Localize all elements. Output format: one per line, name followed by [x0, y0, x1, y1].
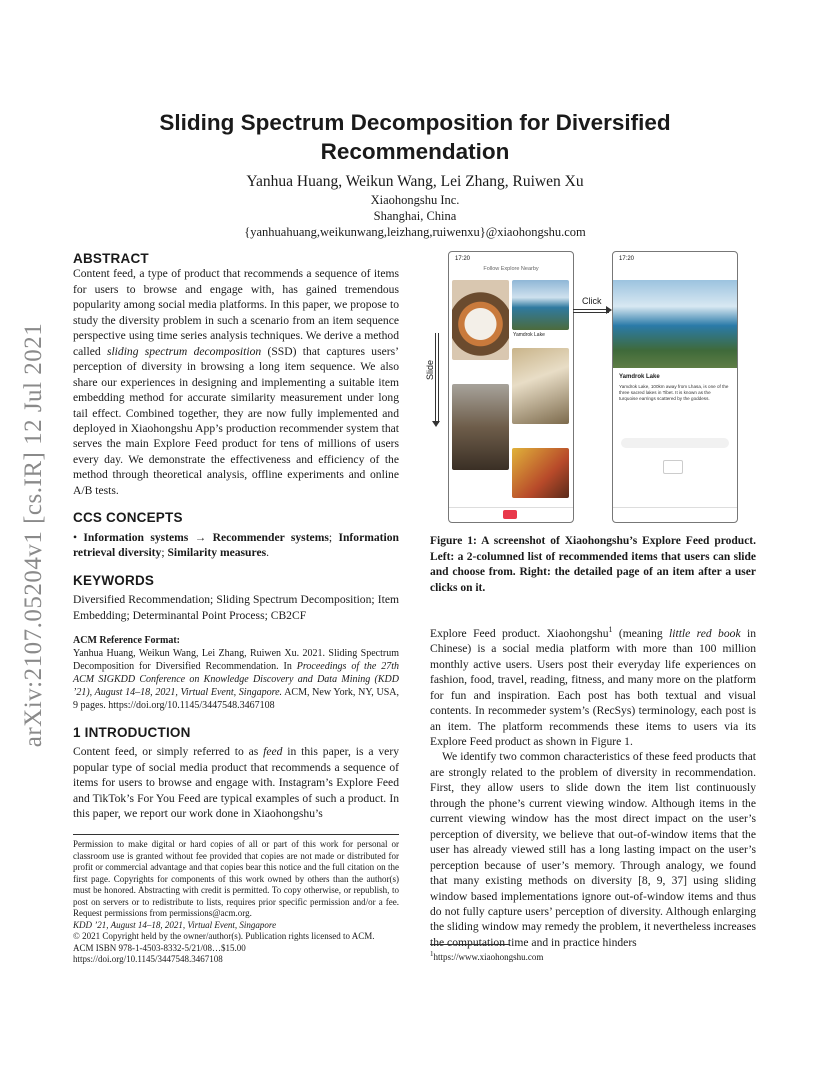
permission-doi: https://doi.org/10.1145/3447548.3467108 [73, 954, 223, 964]
right-para-2: We identify two common characteristics of these feed products that are strongly related to the problem of diversity in recommendation. First, they allow users to slide down the item list continuously through the phone’s current viewing window. Although items in the current viewing window has the most direct impact on the user’s perception of diversity, we believe that out-of-window items that the user has already viewed still has a long lasting impact on the user’s perception because of user’s memory. Through analogy, we found that many existing methods on diversity [8, 9, 37] using sliding window based implementations ignore out-of-window items and thus do not fully capture users’ perception of diversity. Although enlarging the sliding window may remedy the problem, it nevertheless increases the computation time and in practice hinders [430, 750, 756, 949]
permission-venue: KDD ’21, August 14–18, 2021, Virtual Event, Singapore [73, 919, 277, 930]
right-para-1: Explore Feed product. Xiaohongshu$^1$ (meaning little red book in Chinese) is a social media platform with more than 100 million monthly active users. Users post their everyday life experiences on fashion, food, travel, reading, fitness, and many more on the platform for fun and inspiration. Each post has both textual and visual contents. In recommeder system’s (RecSys) terminology, each post is an item. The platform recommends these items to users via its Explore Feed product as shown in Figure 1. [430, 625, 756, 749]
keywords-text: Diversified Recommendation; Sliding Spectrum Decomposition; Item Embedding; Determinantal Point Process; CB2CF [73, 593, 399, 622]
comment-input[interactable] [621, 438, 729, 448]
permission-rule [73, 834, 399, 835]
location: Shanghai, China [373, 209, 457, 223]
abstract-heading: ABSTRACT [73, 251, 149, 266]
click-label: Click [582, 296, 602, 306]
phone-right [612, 251, 738, 523]
emails: {yanhuahuang,weikunwang,leizhang,ruiwenxu}@xiaohongshu.com [244, 225, 586, 239]
permission-block [73, 839, 399, 966]
feed-thumb-lake [512, 280, 569, 330]
bottom-nav [449, 507, 573, 522]
permission-text: Permission to make digital or hard copies of all or part of this work for personal or classroom use is granted without fee provided that copies are not made or distributed for profit or commercial advantage and that copies bear this notice and the full citation on the first page. Copyrights for components of this work owned by others than the author(s) must be honored. Abstracting with credit is permitted. To copy otherwise, or republish, to post on servers or to redistribute to lists, requires prior specific permission and/or a fee. Request permissions from permissions@acm.org. [73, 839, 399, 918]
right-column [430, 622, 756, 950]
permission-isbn: ACM ISBN 978-1-4503-8332-5/21/08…$15.00 [73, 942, 246, 953]
footnote: $^1$https://www.xiaohongshu.com [430, 950, 544, 962]
click-arrowhead-icon [606, 306, 612, 314]
status-bar-left: 17:20 [455, 256, 471, 262]
feed-tabs: Follow Explore Nearby [483, 266, 539, 272]
click-arrow [573, 309, 609, 313]
slide-label: Slide [425, 359, 436, 381]
keywords-heading: KEYWORDS [73, 572, 155, 588]
title-line-1: Sliding Spectrum Decomposition for Diversified [159, 110, 671, 135]
figure-caption: Figure 1: A screenshot of Xiaohongshu’s Explore Feed product. Left: a 2-columned list of recommended items that users can slide and choose from. Right: the detailed page of an item after a user clicks on it. [430, 535, 756, 594]
figure-1 [425, 243, 756, 523]
intro-heading: 1 INTRODUCTION [73, 724, 191, 740]
publish-plus-icon[interactable] [503, 510, 517, 519]
ccs-text: • Information systems → Recommender systems; Information retrieval diversity; Similarity measures. [73, 530, 399, 560]
empty-comment-icon [663, 460, 683, 474]
arxiv-stamp-text: arXiv:2107.05204v1 [cs.IR] 12 Jul 2021 [20, 322, 47, 748]
acm-ref-heading: ACM Reference Format: [73, 634, 180, 646]
intro-text: Content feed, or simply referred to as feed in this paper, is a very popular type of social media product that recommends a sequence of items for users to browse and engage with. Instagram’s Explore Feed and TikTok’s For You Feed are typical examples of such a product. In this paper, we report our work done in Xiaohongshu’s [73, 745, 399, 821]
permission-copyright: © 2021 Copyright held by the owner/author(s). Publication rights licensed to ACM. [73, 931, 375, 941]
slide-arrowhead-icon [432, 421, 440, 427]
feed-thumb-book-cover [512, 448, 569, 498]
feed-card-lake-label: Yamdrok Lake [513, 332, 545, 338]
detail-title: Yamdrok Lake [619, 374, 660, 380]
affiliation: Xiaohongshu Inc. [370, 193, 460, 207]
feed-thumb-dog [512, 348, 569, 424]
authors: Yanhua Huang, Weikun Wang, Lei Zhang, Ruiwen Xu [246, 173, 584, 190]
abstract-text: Content feed, a type of product that recommends a sequence of items for users to browse and engage with, has gained tremendous popularity among social media platforms. In this paper, we propose to study the diversity problem in such a scenario from an item sequence perspective using time series analysis techniques. We derive a method called sliding spectrum decomposition (SSD) that captures users’ perception of diversity in browsing a long item sequence. We also share our experiences in designing and implementing a suitable item embedding method for accurate similarity measurement under long tail effect. Combined together, they are now fully implemented and deployed in Xiaohongshu App’s production recommender system that serves the main Explore Feed product for tens of millions of users every day. We demonstrate the effectiveness and efficiency of the method through theoretical analysis, offline experiments and online A/B tests. [73, 267, 399, 497]
feed-thumb-food [452, 280, 509, 360]
arxiv-stamp [14, 300, 54, 770]
paper-title [100, 108, 730, 166]
detail-photo-lake [613, 280, 737, 368]
status-bar-right: 17:20 [619, 256, 635, 262]
feed-thumb-bookshelf [452, 384, 509, 470]
phone-left [448, 251, 574, 523]
footnote-url[interactable]: https://www.xiaohongshu.com [433, 952, 544, 962]
left-column [73, 251, 399, 822]
footnote-rule [430, 944, 510, 945]
detail-bottom-bar [613, 507, 737, 522]
detail-text: Yamdrok Lake, 100km away from Lhasa, is one of the three sacred lakes in Tibet. It is known as the turquoise earrings scattered by the goddess. [619, 384, 729, 401]
ccs-heading: CCS CONCEPTS [73, 510, 183, 526]
acm-ref-text: Yanhua Huang, Weikun Wang, Lei Zhang, Ruiwen Xu. 2021. Sliding Spectrum Decomposition for Diversified Recommendation. In Proceedings of the 27th ACM SIGKDD Conference on Knowledge Discovery and Data Mining (KDD ’21), August 14–18, 2021, Virtual Event, Singapore. ACM, New York, NY, USA, 9 pages. https://doi.org/10.1145/3447548.3467108 [73, 647, 399, 711]
title-line-2: Recommendation [320, 139, 510, 164]
slide-arrow [435, 333, 439, 423]
